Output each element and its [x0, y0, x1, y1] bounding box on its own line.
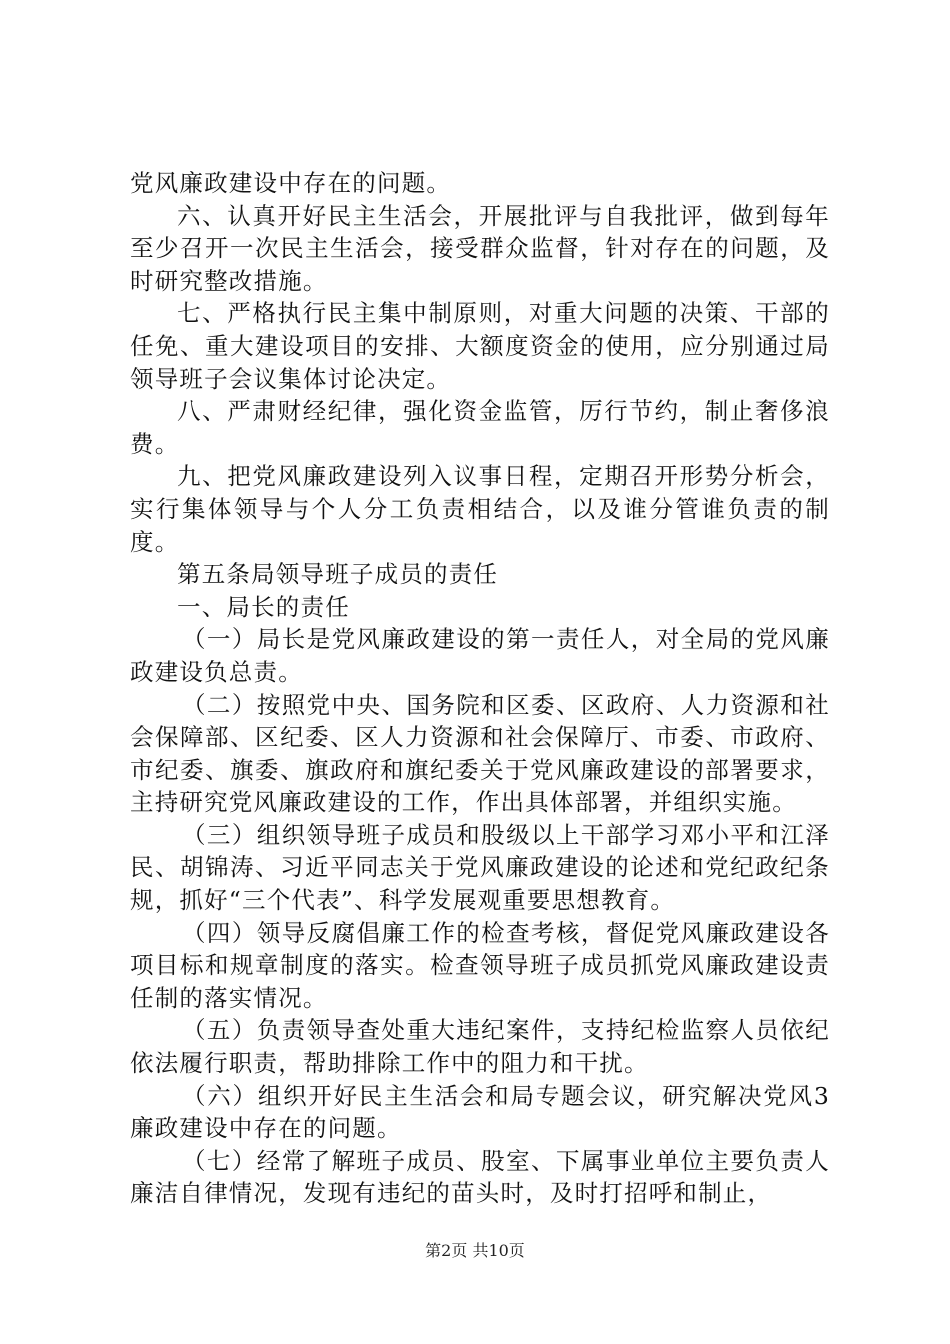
page-number-label: 第2页 共10页 — [425, 1241, 525, 1260]
paragraph: 六、认真开好民主生活会，开展批评与自我批评，做到每年至少召开一次民主生活会，接受群众监督，针对存在的问题，及时研究整改措施。 — [130, 201, 830, 295]
section-heading: 第五条局领导班子成员的责任 — [177, 560, 499, 589]
page-footer — [0, 1241, 950, 1261]
paragraph: （二）按照党中央、国务院和区委、区政府、人力资源和社会保障部、区纪委、区人力资源和社会保障厅、市委、市政府、市纪委、旗委、旗政府和旗纪委关于党风廉政建设的部署要求，主持研究党风廉政建设的工作，作出具体部署，并组织实施。 — [130, 690, 830, 817]
document-body — [130, 167, 830, 1210]
paragraph: 党风廉政建设中存在的问题。 — [130, 169, 452, 197]
paragraph: 九、把党风廉政建设列入议事日程，定期召开形势分析会，实行集体领导与个人分工负责相结合，以及谁分管谁负责的制度。 — [130, 462, 830, 556]
paragraph: （七）经常了解班子成员、股室、下属事业单位主要负责人廉洁自律情况，发现有违纪的苗头时，及时打招呼和制止， — [130, 1146, 830, 1208]
paragraph: （一）局长是党风廉政建设的第一责任人，对全局的党风廉政建设负总责。 — [130, 625, 830, 686]
paragraph: （三）组织领导班子成员和股级以上干部学习邓小平和江泽民、胡锦涛、习近平同志关于党风廉政建设的论述和党纪政纪条规，抓好“三个代表”、科学发展观重要思想教育。 — [130, 820, 830, 915]
subsection-heading: 一、局长的责任 — [177, 592, 350, 621]
paragraph: （五）负责领导查处重大违纪案件，支持纪检监察人员依纪依法履行职责，帮助排除工作中的阻力和干扰。 — [130, 1016, 830, 1078]
paragraph: （四）领导反腐倡廉工作的检查考核，督促党风廉政建设各项目标和规章制度的落实。检查领导班子成员抓党风廉政建设责任制的落实情况。 — [130, 918, 830, 1012]
paragraph: 八、严肃财经纪律，强化资金监管，厉行节约，制止奢侈浪费。 — [130, 397, 830, 458]
paragraph: 七、严格执行民主集中制原则，对重大问题的决策、干部的任免、重大建设项目的安排、大额度资金的使用，应分别通过局领导班子会议集体讨论决定。 — [130, 299, 830, 393]
paragraph: （六）组织开好民主生活会和局专题会议，研究解决党风3廉政建设中存在的问题。 — [130, 1081, 830, 1143]
